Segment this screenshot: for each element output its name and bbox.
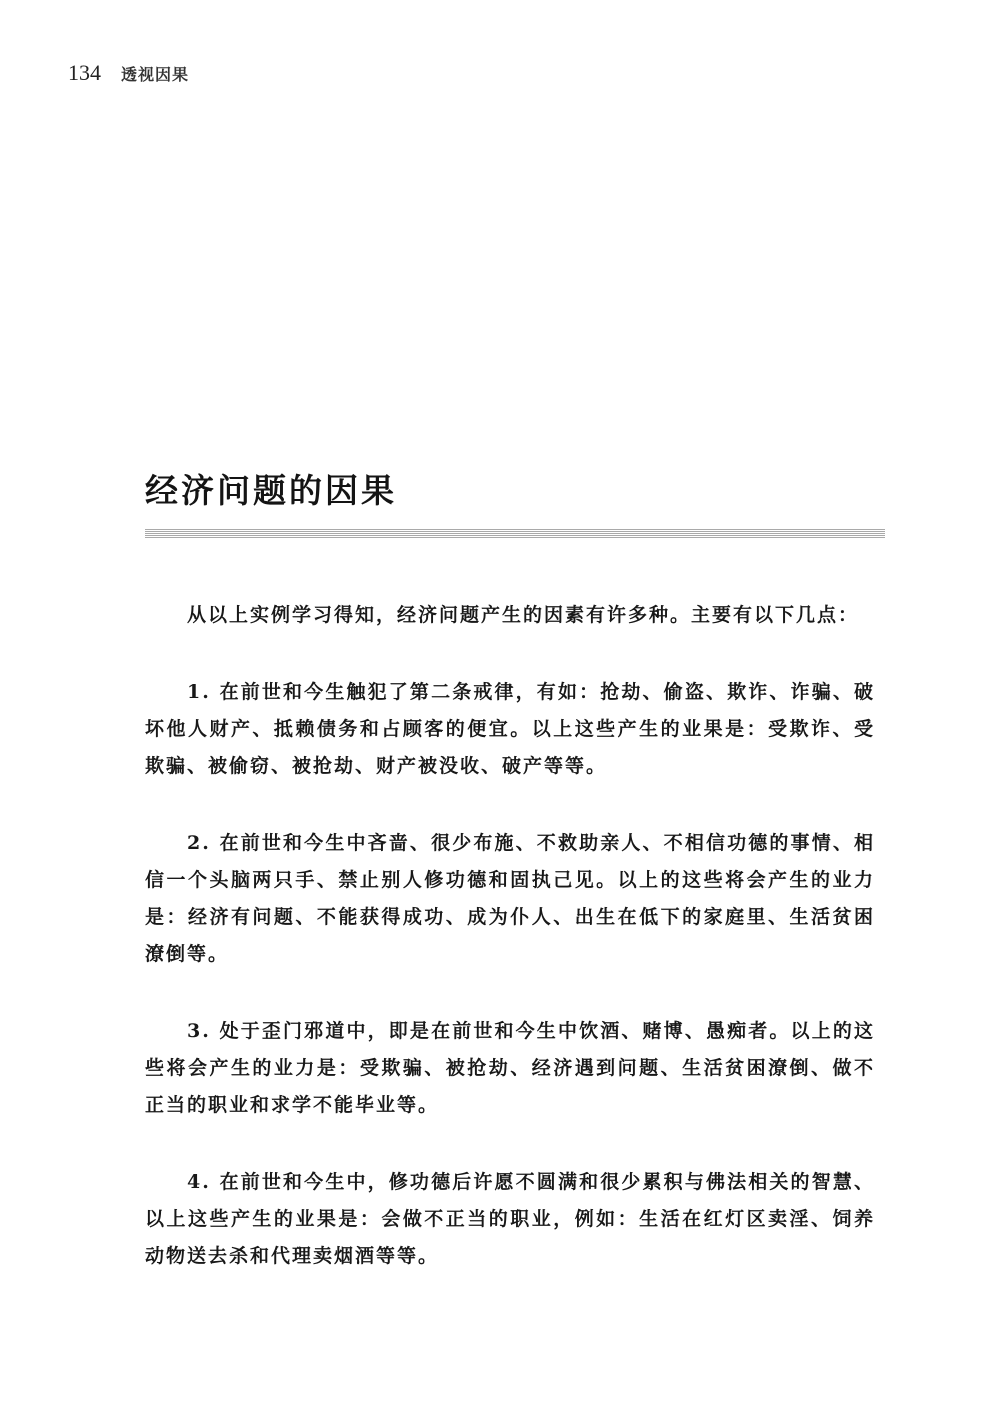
intro-paragraph: 从以上实例学习得知，经济问题产生的因素有许多种。主要有以下几点： [187,604,860,626]
running-book-title: 透视因果 [121,65,190,84]
section-title: 经济问题的因果 [145,471,397,510]
body-text [145,597,875,1315]
point-3-paragraph: 3. 处于歪门邪道中，即是在前世和今生中饮酒、赌博、愚痴者。以上的这些将会产生的业力是：受欺骗、被抢劫、经济遇到问题、生活贫困潦倒、做不正当的职业和求学不能毕业等。 [145,1020,875,1116]
point-2-paragraph: 2. 在前世和今生中吝啬、很少布施、不救助亲人、不相信功德的事情、相信一个头脑两只手、禁止别人修功德和固执己见。以上的这些将会产生的业力是：经济有问题、不能获得成功、成为仆人、出生在低下的家庭里、生活贫困潦倒等。 [145,832,875,965]
point-1-paragraph: 1. 在前世和今生触犯了第二条戒律，有如：抢劫、偷盗、欺诈、诈骗、破坏他人财产、抵赖债务和占顾客的便宜。以上这些产生的业果是：受欺诈、受欺骗、被偷窃、被抢劫、财产被没收、破产等等。 [145,681,875,777]
title-divider [145,529,885,538]
running-header [68,60,189,90]
page-number: 134 [68,60,101,85]
point-4-paragraph: 4. 在前世和今生中，修功德后许愿不圆满和很少累积与佛法相关的智慧、以上这些产生的业果是：会做不正当的职业，例如：生活在红灯区卖淫、饲养动物送去杀和代理卖烟酒等等。 [145,1171,875,1267]
